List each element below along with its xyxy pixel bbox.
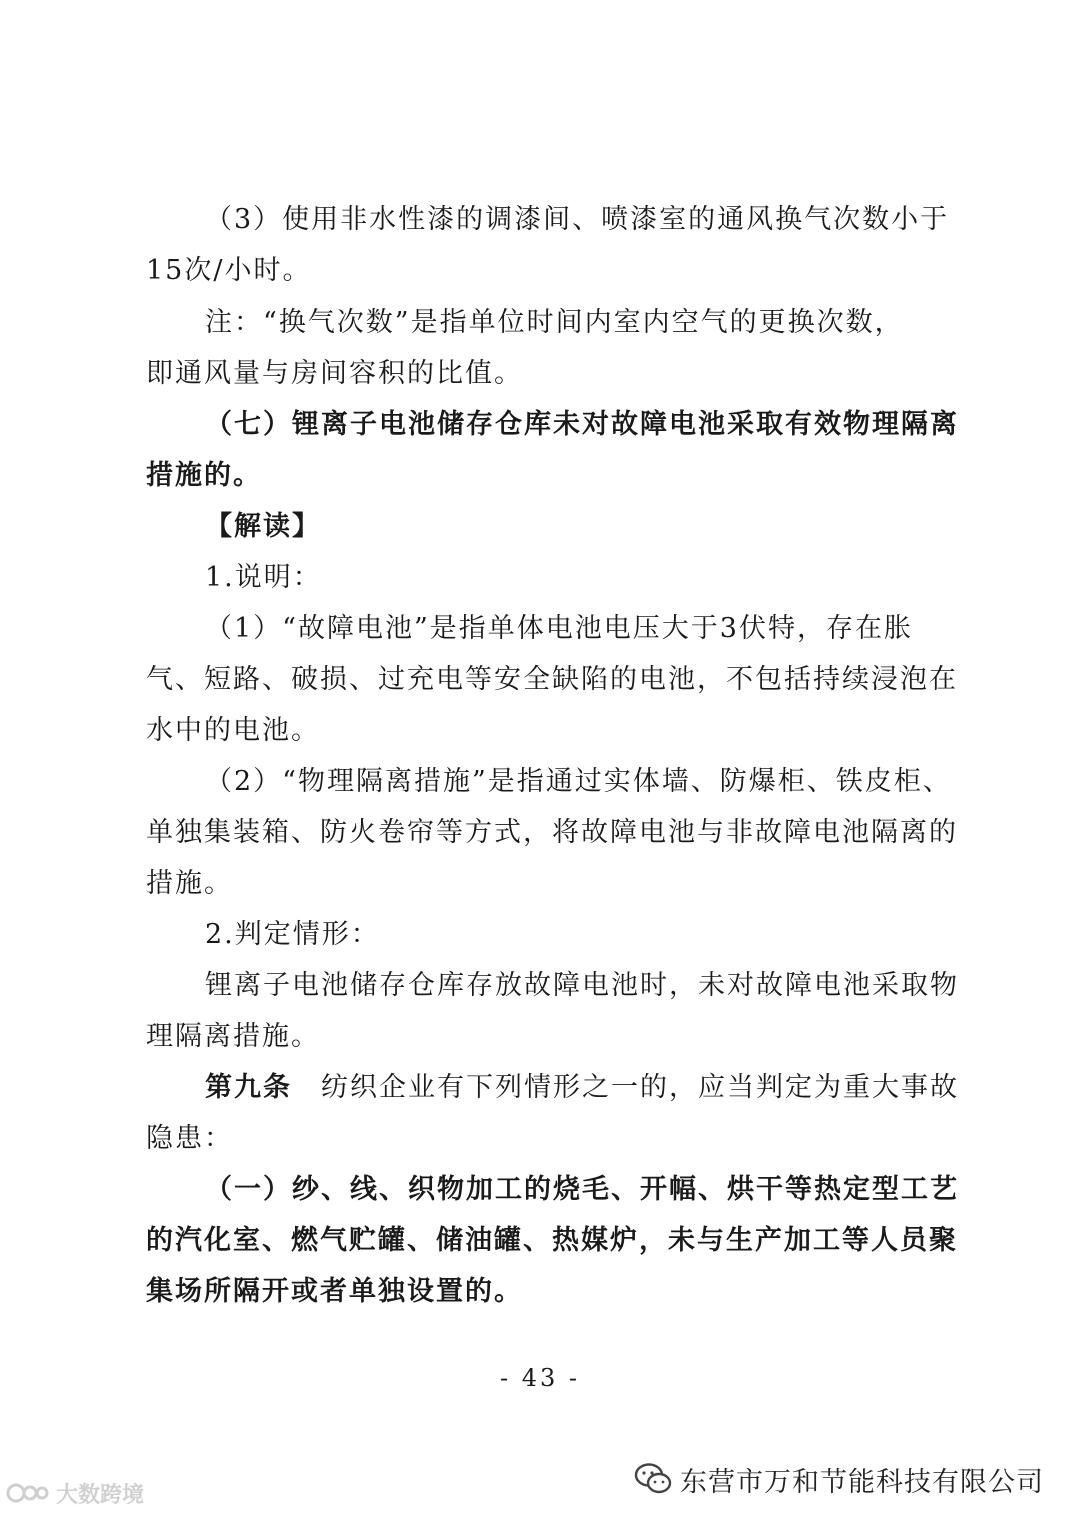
watermark-right-text: 东营市万和节能科技有限公司: [680, 1466, 1044, 1498]
clause-heading: 的汽化室、燃气贮罐、储油罐、热媒炉，未与生产加工等人员聚: [146, 1225, 958, 1256]
text-line: 单独集装箱、防火卷帘等方式，将故障电池与非故障电池隔离的: [146, 817, 958, 848]
text-line: 水中的电池。: [146, 715, 320, 746]
clause-heading: 集场所隔开或者单独设置的。: [146, 1276, 523, 1307]
wechat-icon: [634, 1462, 672, 1496]
clause-heading: （七）锂离子电池储存仓库未对故障电池采取有效物理隔离: [205, 409, 959, 440]
article-line: [0, 1071, 1080, 1105]
text-line: 隐患：: [146, 1123, 233, 1154]
article-text: 纺织企业有下列情形之一的，应当判定为重大事故: [292, 1072, 959, 1103]
note-line: 注：“换气次数”是指单位时间内室内空气的更换次数，: [205, 307, 904, 338]
text-line: （2）“物理隔离措施”是指通过实体墙、防爆柜、铁皮柜、: [205, 766, 952, 797]
watermark-left-text: 大数跨境: [56, 1482, 145, 1508]
text-line: 锂离子电池储存仓库存放故障电池时，未对故障电池采取物: [205, 970, 959, 1001]
text-line: （1）“故障电池”是指单体电池电压大于3伏特，存在胀: [205, 613, 913, 644]
text-line: （3）使用非水性漆的调漆间、喷漆室的通风换气次数小于: [205, 204, 950, 235]
sub-heading: 2.判定情形：: [205, 919, 380, 950]
watermark-left: [6, 1476, 144, 1510]
logo-icon: [6, 1479, 50, 1507]
note-line: 即通风量与房间容积的比值。: [146, 358, 523, 389]
text-line: 措施。: [146, 868, 233, 899]
text-line: 15次/小时。: [146, 255, 312, 286]
text-line: 理隔离措施。: [146, 1021, 320, 1052]
text-line: 气、短路、破损、过充电等安全缺陷的电池，不包括持续浸泡在: [146, 664, 958, 695]
article-number: 第九条: [205, 1072, 292, 1103]
page-number: - 43 -: [499, 1364, 580, 1392]
sub-heading: 1.说明：: [205, 562, 322, 593]
clause-heading: （一）纱、线、织物加工的烧毛、开幅、烘干等热定型工艺: [205, 1174, 959, 1205]
watermark-right: [634, 1458, 1044, 1500]
section-label: 【解读】: [205, 511, 321, 542]
clause-heading: 措施的。: [146, 460, 262, 491]
